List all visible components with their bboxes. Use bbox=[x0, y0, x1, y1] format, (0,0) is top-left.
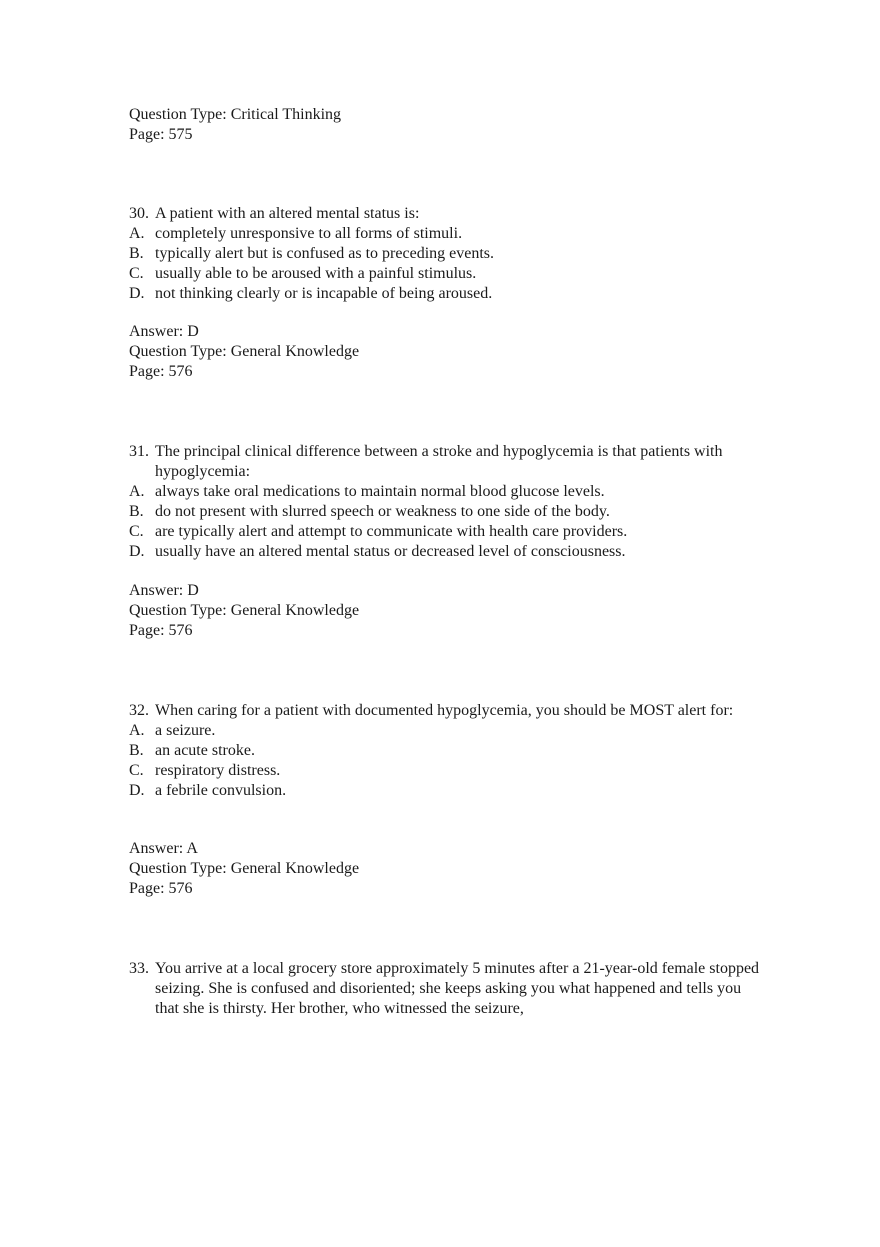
question-number: 31. bbox=[129, 443, 149, 460]
page-reference: Page: 575 bbox=[129, 126, 193, 143]
option-letter: A. bbox=[129, 225, 145, 242]
option-text: not thinking clearly or is incapable of being aroused. bbox=[155, 285, 493, 302]
question-stem bbox=[129, 442, 769, 482]
question-text: A patient with an altered mental status is: bbox=[155, 205, 420, 222]
question-number: 30. bbox=[129, 205, 149, 222]
option-text: usually have an altered mental status or decreased level of consciousness. bbox=[155, 543, 626, 560]
question-type: Question Type: Critical Thinking bbox=[129, 106, 342, 123]
option-text: completely unresponsive to all forms of stimuli. bbox=[155, 225, 463, 242]
option-d bbox=[129, 781, 769, 801]
prev-question-meta bbox=[129, 105, 769, 145]
option-d bbox=[129, 542, 769, 562]
option-letter: A. bbox=[129, 483, 145, 500]
question-33 bbox=[129, 959, 769, 1019]
option-a bbox=[129, 721, 769, 741]
page-reference: Page: 576 bbox=[129, 363, 193, 380]
option-text: a seizure. bbox=[155, 722, 216, 739]
option-letter: A. bbox=[129, 722, 145, 739]
option-c bbox=[129, 264, 769, 284]
option-text: respiratory distress. bbox=[155, 762, 281, 779]
option-letter: C. bbox=[129, 265, 144, 282]
option-b bbox=[129, 244, 769, 264]
question-type: Question Type: General Knowledge bbox=[129, 860, 360, 877]
question-text: When caring for a patient with documented hypoglycemia, you should be MOST alert for: bbox=[155, 702, 734, 719]
question-number: 32. bbox=[129, 702, 149, 719]
question-text: You arrive at a local grocery store approximately 5 minutes after a 21-year-old female stopped seizing. She is confused and disoriented; she keeps asking you what happened and tells you that she is thirsty. Her brother, who witnessed the seizure, bbox=[155, 960, 760, 1017]
question-text: The principal clinical difference between a stroke and hypoglycemia is that patients with hypoglycemia: bbox=[155, 443, 723, 480]
option-letter: D. bbox=[129, 782, 145, 799]
question-type: Question Type: General Knowledge bbox=[129, 602, 360, 619]
question-31 bbox=[129, 442, 769, 562]
option-a bbox=[129, 482, 769, 502]
option-text: typically alert but is confused as to preceding events. bbox=[155, 245, 495, 262]
page-reference: Page: 576 bbox=[129, 622, 193, 639]
question-type: Question Type: General Knowledge bbox=[129, 343, 360, 360]
option-letter: B. bbox=[129, 503, 144, 520]
option-letter: C. bbox=[129, 523, 144, 540]
option-letter: C. bbox=[129, 762, 144, 779]
answer: Answer: D bbox=[129, 582, 199, 599]
question-stem bbox=[129, 701, 769, 721]
answer-block-30 bbox=[129, 322, 769, 382]
option-text: a febrile convulsion. bbox=[155, 782, 287, 799]
option-c bbox=[129, 761, 769, 781]
option-b bbox=[129, 741, 769, 761]
option-text: do not present with slurred speech or weakness to one side of the body. bbox=[155, 503, 610, 520]
option-c bbox=[129, 522, 769, 542]
answer: Answer: D bbox=[129, 323, 199, 340]
option-b bbox=[129, 502, 769, 522]
option-d bbox=[129, 284, 769, 304]
option-text: are typically alert and attempt to communicate with health care providers. bbox=[155, 523, 628, 540]
option-letter: B. bbox=[129, 742, 144, 759]
option-letter: D. bbox=[129, 285, 145, 302]
question-stem bbox=[129, 959, 769, 1019]
answer-block-32 bbox=[129, 839, 769, 899]
answer-block-31 bbox=[129, 581, 769, 641]
question-number: 33. bbox=[129, 960, 149, 977]
option-text: usually able to be aroused with a painful stimulus. bbox=[155, 265, 477, 282]
option-letter: D. bbox=[129, 543, 145, 560]
answer: Answer: A bbox=[129, 840, 198, 857]
page-reference: Page: 576 bbox=[129, 880, 193, 897]
question-32 bbox=[129, 701, 769, 801]
option-letter: B. bbox=[129, 245, 144, 262]
option-text: an acute stroke. bbox=[155, 742, 255, 759]
question-stem bbox=[129, 204, 769, 224]
option-text: always take oral medications to maintain normal blood glucose levels. bbox=[155, 483, 605, 500]
question-30 bbox=[129, 204, 769, 304]
option-a bbox=[129, 224, 769, 244]
